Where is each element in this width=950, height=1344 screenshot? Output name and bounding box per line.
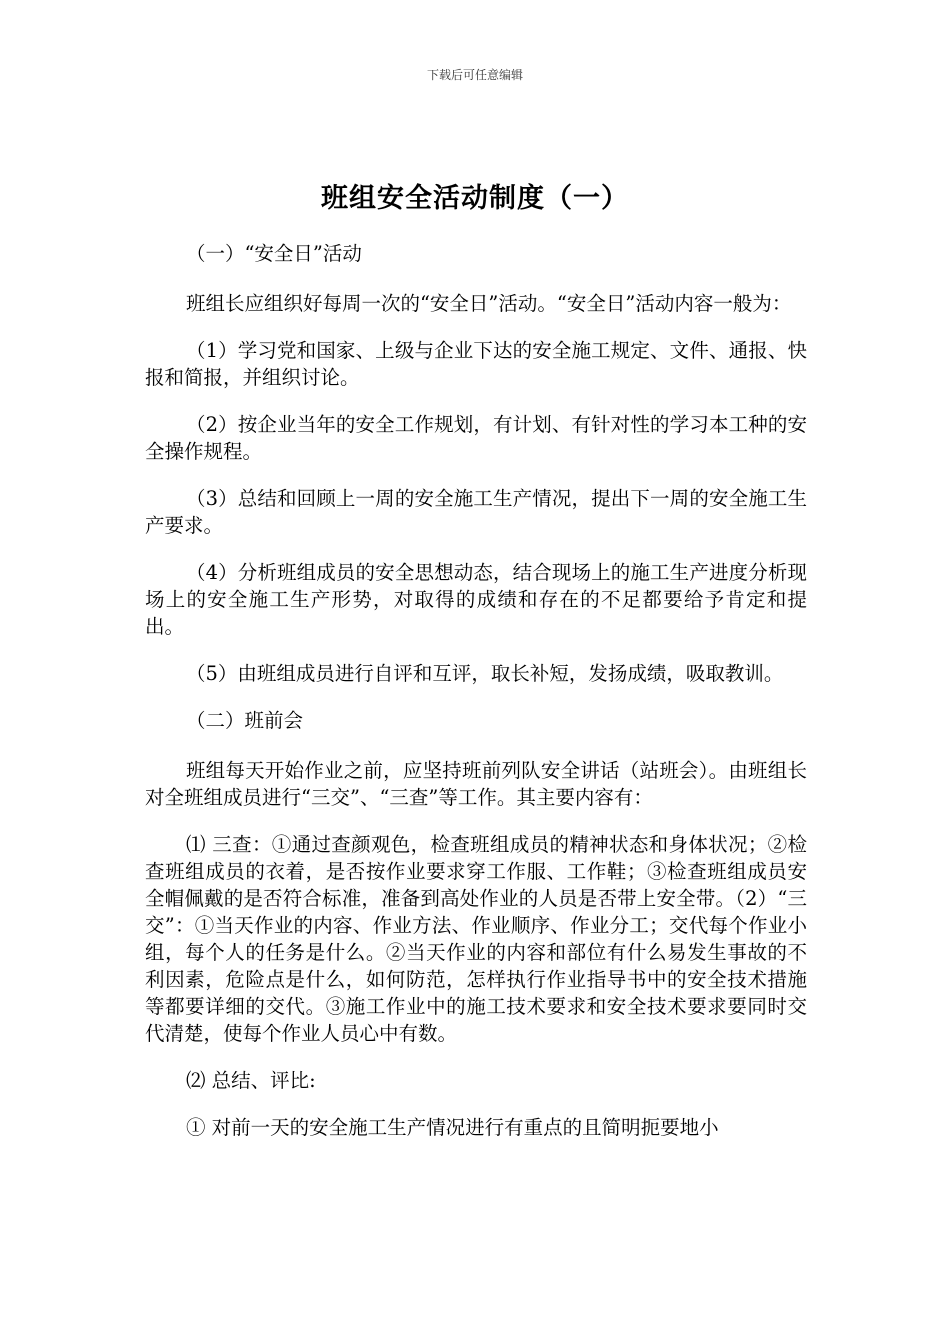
list-item: （3）总结和回顾上一周的安全施工生产情况，提出下一周的安全施工生产要求。 [145,487,807,537]
list-item: （2）按企业当年的安全工作规划，有计划、有针对性的学习本工种的安全操作规程。 [145,413,807,463]
section-heading-safety-day: （一）“安全日”活动 [185,242,362,265]
page-header-note: 下载后可任意编辑 [426,68,523,82]
paragraph: 班组长应组织好每周一次的“安全日”活动。“安全日”活动内容一般为： [185,292,792,315]
paragraph: ⑵ 总结、评比: [185,1069,316,1092]
paragraph: ⑴ 三查：①通过查颜观色，检查班组成员的精神状态和身体状况；②检查班组成员的衣着，是否按作业要求穿工作服、工作鞋；③检查班组成员安全帽佩戴的是否符合标准，准备到高处作业的人员是否带上安全带。（2）“三交”：①当天作业的内容、作业方法、作业顺序、作业分工；交代每个作业小组，每个人的任务是什么。②当天作业的内容和部位有什么易发生事故的不利因素，危险点是什么，如何防范，怎样执行作业指导书中的安全技术措施等都要详细的交代。③施工作业中的施工技术要求和安全技术要求要同时交代清楚，使每个作业人员心中有数。 [145,833,807,1045]
document-body [145,240,807,1161]
document-title: 班组安全活动制度（一） [321,183,629,214]
list-item: （1）学习党和国家、上级与企业下达的安全施工规定、文件、通报、快报和简报，并组织讨论。 [145,339,807,389]
list-item: （4）分析班组成员的安全思想动态，结合现场上的施工生产进度分析现场上的安全施工生产形势，对取得的成绩和存在的不足都要给予肯定和提出。 [145,561,807,638]
paragraph: ① 对前一天的安全施工生产情况进行有重点的且简明扼要地小 [185,1116,719,1139]
section-heading-pre-shift-meeting: （二）班前会 [185,709,303,732]
paragraph: 班组每天开始作业之前，应坚持班前列队安全讲话（站班会）。由班组长对全班组成员进行“三交”、“三查”等工作。其主要内容有： [145,759,807,809]
list-item: （5）由班组成员进行自评和互评，取长补短，发扬成绩，吸取教训。 [185,662,784,685]
